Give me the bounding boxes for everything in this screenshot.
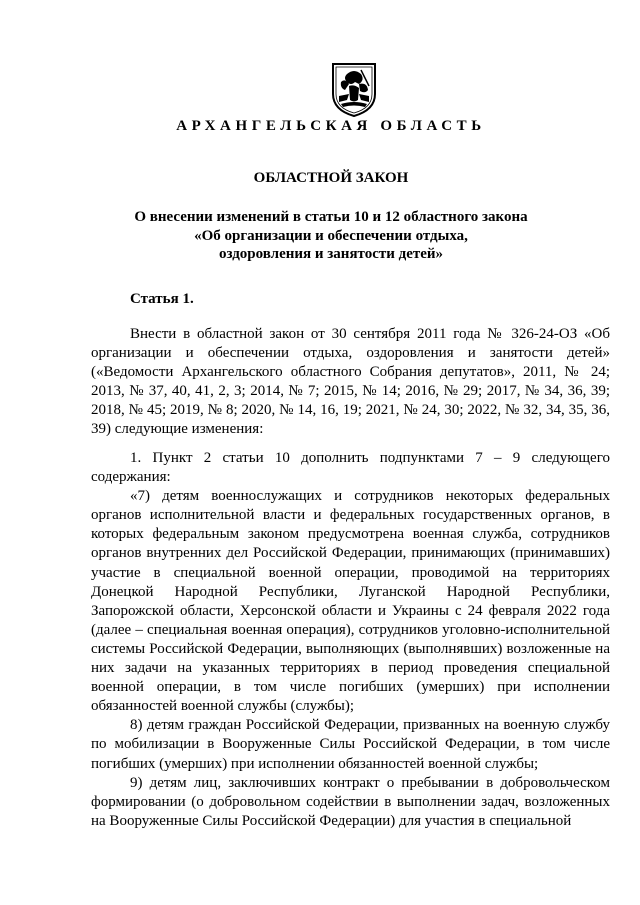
- document-type: ОБЛАСТНОЙ ЗАКОН: [253, 170, 409, 186]
- intro-paragraph: Внести в областной закон от 30 сентября 2011 года № 326-24-ОЗ «Об организации и обеспечении отдыха, оздоровления и занятости детей» («Ведомости Архангельского областного Собрания депутатов», 2011, № 24; 2013, № 37, 40, 41, 2, 3; 2014, № 7; 2015, № 14; 2016, № 29; 2017, № 34, 36, 39; 2018, № 45; 2019, № 8; 2020, № 14, 16, 19; 2021, № 24, 30; 2022, № 32, 34, 35, 36, 39) следующие изменения:: [91, 326, 610, 438]
- title-line: О внесении изменений в статьи 10 и 12 областного закона: [134, 209, 528, 225]
- point-paragraph: 8) детям граждан Российской Федерации, призванных на военную службу по мобилизации в Вооруженные Силы Российской Федерации, в том числе погибших (умерших) при исполнении обязанностей военной службы;: [91, 717, 610, 772]
- title-line: «Об организации и обеспечении отдыха,: [194, 227, 468, 244]
- region-name: АРХАНГЕЛЬСКАЯ ОБЛАСТЬ: [176, 118, 486, 134]
- point-paragraph: «7) детям военнослужащих и сотрудников некоторых федеральных органов исполнительной власти и федеральных государственных органов, в которых федеральным законом предусмотрена военная служба, сотрудников органов внутренних дел Российской Федерации, принимающих (принимавших) участие в специальной военной операции, проводимой на территориях Донецкой Народной Республики, Луганской Народной Республики, Запорожской области, Херсонской области и Украины с 24 февраля 2022 года (далее – специальная военная операция), сотрудников уголовно-исполнительной системы Российской Федерации, выполняющих (выполнявших) возложенные на них задачи на указанных территориях в период проведения специальной военной операции, в том числе погибших (умерших) при исполнении обязанностей военной службы (службы);: [91, 488, 610, 715]
- document-title: [0, 208, 640, 264]
- article-intro: [91, 325, 610, 440]
- coat-of-arms-icon: [325, 60, 383, 118]
- point-paragraph: 1. Пункт 2 статьи 10 дополнить подпунктами 7 – 9 следующего содержания:: [91, 450, 610, 486]
- title-line: оздоровления и занятости детей»: [218, 246, 444, 262]
- point-paragraph: 9) детям лиц, заключивших контракт о пребывании в добровольческом формировании (о добровольном содействии в выполнении задач, возложенных на Вооруженные Силы Российской Федерации) для участия в специальной: [91, 774, 610, 829]
- article-heading: Статья 1.: [130, 291, 194, 307]
- amendment-points: [91, 449, 610, 831]
